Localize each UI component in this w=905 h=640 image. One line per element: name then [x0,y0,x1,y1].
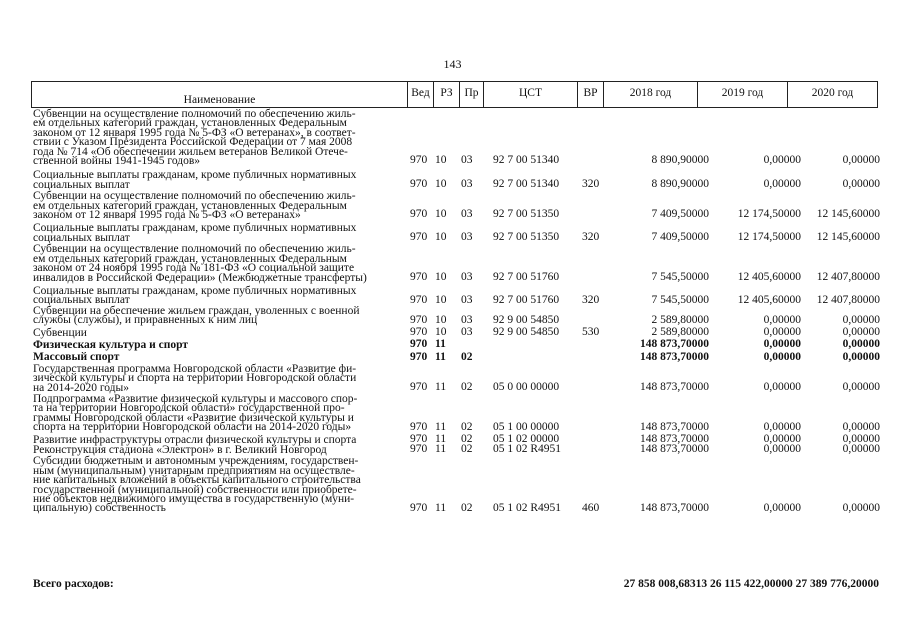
row-2019: 0,00000 [763,501,801,514]
row-ved: 970 [410,501,428,514]
row-cst: 05 1 02 R4951 [493,443,562,456]
row-ved: 970 [410,420,428,433]
row-2018: 8 890,90000 [651,154,709,167]
row-rz: 11 [435,443,447,456]
header-rz: РЗ [433,82,459,107]
row-2018: 148 873,70000 [640,501,709,514]
row-pr: 03 [461,313,473,326]
row-2018: 2 589,80000 [651,313,709,326]
row-2019: 12 405,60000 [737,293,801,306]
row-cst: 92 9 00 54850 [493,325,560,338]
row-2018: 148 873,70000 [640,338,709,351]
row-pr: 02 [461,433,473,445]
row-ved: 970 [410,325,428,338]
row-ved: 970 [410,380,428,393]
row-2018: 8 890,90000 [651,178,709,191]
row-ved: 970 [410,178,428,191]
row-2020: 0,00000 [842,154,880,167]
row-2019: 0,00000 [763,443,801,456]
row-pr: 03 [461,325,473,338]
row-rz: 10 [435,231,447,244]
row-2018: 148 873,70000 [640,420,709,433]
row-pr: 03 [461,293,473,306]
table-header [31,81,878,108]
total-row [31,579,891,590]
row-rz: 10 [435,178,447,191]
header-cst: ЦСТ [483,82,577,107]
row-2020: 0,00000 [842,380,880,393]
row-2020: 0,00000 [842,313,880,326]
row-2018: 148 873,70000 [640,380,709,393]
row-rz: 10 [435,325,447,338]
row-2020: 12 145,60000 [816,208,880,221]
row-2020: 0,00000 [842,443,880,456]
row-ved: 970 [410,313,428,326]
row-rz: 10 [435,208,447,221]
row-pr: 03 [461,154,473,167]
total-label: Всего расходов: [33,578,114,590]
row-2020: 0,00000 [842,178,880,191]
row-2019: 0,00000 [763,154,801,167]
row-ved: 970 [410,433,428,445]
row-2020: 0,00000 [842,338,880,351]
row-ved: 970 [410,350,428,363]
row-name: Социальные выплаты гражданам, кроме публичных нормативных социальных выплат [33,222,357,244]
row-2019: 0,00000 [763,338,801,351]
row-name: Субвенции на обеспечение жильем граждан, уволенных с военной службы (службы), и приравненных к ним лиц [33,304,360,327]
table-row [31,338,891,351]
row-2019: 0,00000 [763,433,801,445]
row-2018: 7 409,50000 [651,231,709,244]
row-cst: 05 1 02 00000 [493,433,560,445]
row-vr: 320 [582,293,600,306]
row-name: Субвенции [33,326,87,339]
table-row [31,284,891,307]
row-2018: 7 545,50000 [651,270,709,283]
row-rz: 10 [435,270,447,283]
table-row [31,224,891,243]
total-values: 27 858 008,68313 26 115 422,00000 27 389 776,20000 [623,578,879,590]
row-ved: 970 [410,338,428,351]
row-name: Развитие инфраструктуры отрасли физической культуры и спорта [33,433,357,446]
row-2019: 0,00000 [763,178,801,191]
row-2019: 12 174,50000 [737,231,801,244]
row-pr: 03 [461,178,473,191]
row-vr: 460 [582,501,600,514]
header-ved: Вед [407,82,433,107]
header-name: Наименование [31,82,407,107]
row-2018: 2 589,80000 [651,325,709,338]
row-rz: 10 [435,293,447,306]
row-ved: 970 [410,208,428,221]
table-body [31,108,891,514]
row-name: Физическая культура и спорт [33,338,189,351]
row-cst: 05 0 00 00000 [493,380,560,393]
row-name: Социальные выплаты гражданам, кроме публичных нормативных социальных выплат [33,169,357,191]
row-2020: 0,00000 [842,433,880,445]
row-name: Субвенции на осуществление полномочий по обеспечению жиль- ем отдельных категорий граждан, установленных Федеральным законом от 12 января 1995 года № 5-ФЗ «О ветеранах» [33,190,356,222]
header-vr: ВР [577,82,603,107]
row-2019: 0,00000 [763,325,801,338]
row-rz: 11 [435,420,447,433]
row-pr: 02 [461,380,473,393]
row-pr: 02 [461,443,473,456]
header-2019: 2019 год [697,82,787,107]
row-2020: 12 145,60000 [816,231,880,244]
row-name: Субвенции на осуществление полномочий по обеспечению жиль- ем отдельных категорий граждан, установленных Федеральным законом от 12 января 1995 года № 5-ФЗ «О ветеранах», в соответ- ствии с Указом Президента Российской Федерации от 7 мая 2008 года № 714 «Об обеспечении жильем ветеранов Великой Отече- ственной войны 1941-1945 годов» [33,108,356,168]
header-2018: 2018 год [603,82,697,107]
row-vr: 530 [582,325,600,338]
row-rz: 11 [435,338,446,351]
row-2020: 0,00000 [842,501,880,514]
row-2020: 12 407,80000 [816,270,880,283]
row-2018: 148 873,70000 [640,350,709,363]
row-rz: 11 [435,350,446,363]
row-ved: 970 [410,270,428,283]
row-name: Субсидии бюджетным и автономным учреждениям, государствен- ным (муниципальным) унитарным предприятиям на осуществле- ние капитальных вложений в объекты капитального строительства государственной (муниципальной) собственности или приобрете- ние объектов недвижимого имущества в государственную (муни- ципальную) собственность [33,455,361,515]
row-2018: 7 545,50000 [651,293,709,306]
table-row [31,192,891,220]
row-pr: 02 [461,501,473,514]
row-2019: 12 405,60000 [737,270,801,283]
row-name: Массовый спорт [33,351,120,364]
row-ved: 970 [410,293,428,306]
row-cst: 92 7 00 51340 [493,154,560,167]
table-row [31,110,891,166]
table-row [31,350,891,364]
row-rz: 11 [435,501,447,514]
header-2020: 2020 год [787,82,878,107]
row-cst: 92 7 00 51760 [493,270,560,283]
row-name: Социальные выплаты гражданам, кроме публичных нормативных социальных выплат [33,284,357,307]
row-pr: 02 [461,420,473,433]
row-2020: 12 407,80000 [816,293,880,306]
row-2020: 0,00000 [842,325,880,338]
row-2019: 0,00000 [763,313,801,326]
row-cst: 05 1 00 00000 [493,420,560,433]
table-row [31,325,891,339]
row-ved: 970 [410,154,428,167]
row-vr: 320 [582,231,600,244]
table-row [31,304,891,327]
row-2018: 148 873,70000 [640,443,709,456]
row-ved: 970 [410,443,428,456]
row-name: Реконструкция стадиона «Электрон» в г. Великий Новгород [33,444,327,456]
table-row [31,362,891,394]
row-name: Субвенции на осуществление полномочий по обеспечению жиль- ем отдельных категорий граждан, установленных Федеральным законом от 24 ноября 1995 года № 181-ФЗ «О социальной защите инвалидов в Российской Федерации» (Межбюджетные трансферты) [33,243,367,284]
page-number: 143 [443,57,462,71]
row-rz: 11 [435,433,447,445]
row-2019: 0,00000 [763,420,801,433]
row-pr: 02 [461,350,473,363]
row-ved: 970 [410,231,428,244]
row-rz: 11 [435,380,447,393]
row-pr: 03 [461,208,473,221]
row-pr: 03 [461,270,473,283]
row-cst: 92 7 00 51340 [493,178,560,191]
row-2020: 0,00000 [842,350,880,363]
row-vr: 320 [582,178,600,191]
row-cst: 05 1 02 R4951 [493,501,562,514]
row-cst: 92 7 00 51350 [493,231,560,244]
row-2019: 0,00000 [763,350,801,363]
table-row [31,443,891,456]
table-row [31,392,891,434]
row-rz: 10 [435,154,447,167]
row-2019: 0,00000 [763,380,801,393]
row-rz: 10 [435,313,447,326]
row-2020: 0,00000 [842,420,880,433]
row-2018: 7 409,50000 [651,208,709,221]
table-row [31,245,891,283]
row-name: Государственная программа Новгородской области «Развитие фи- зической культуры и спорта на территории Новгородской области на 2014-2020 годы» [33,362,357,394]
row-pr: 03 [461,231,473,244]
row-cst: 92 9 00 54850 [493,313,560,326]
row-cst: 92 7 00 51760 [493,293,560,306]
table-row [31,457,891,513]
table-row [31,171,891,190]
row-2019: 12 174,50000 [737,208,801,221]
row-2018: 148 873,70000 [640,433,709,445]
header-pr: Пр [459,82,483,107]
row-name: Подпрограмма «Развитие физической культуры и массового спор- та на территории Новгородской области» государственной про- граммы Новгородской области «Развитие физической культуры и спорта на территории Новгородской области на 2014-2020 годы» [33,392,358,434]
row-cst: 92 7 00 51350 [493,208,560,221]
